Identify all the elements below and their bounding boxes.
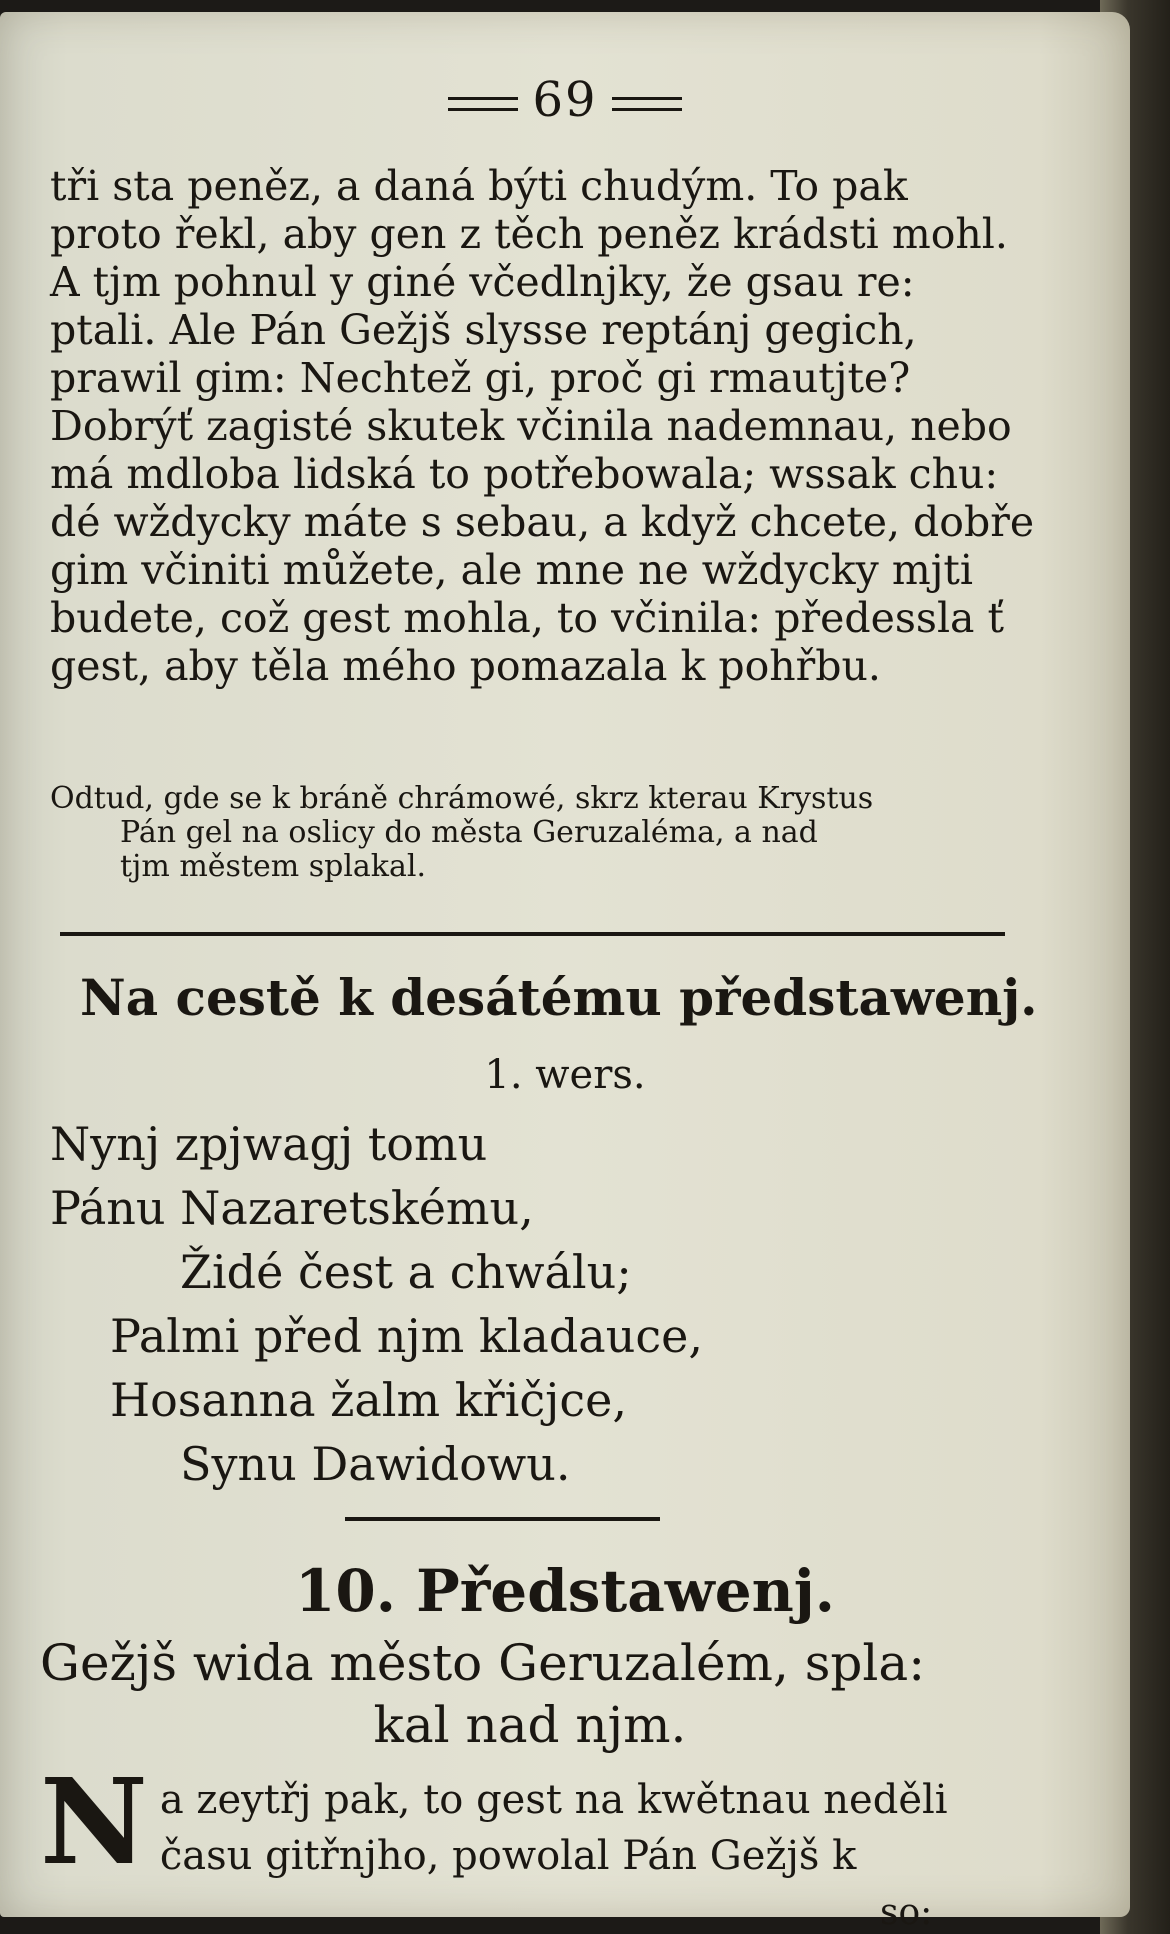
- page-number: 69: [532, 72, 598, 128]
- verse-label: 1. wers.: [484, 1052, 646, 1098]
- text-line: tři sta peněz, a daná býti chudým. To pak: [50, 162, 908, 210]
- song-heading: Na cestě k desátému předstawenj.: [80, 968, 1038, 1027]
- header-ornament-left: [448, 97, 518, 111]
- song-verse: [50, 1112, 703, 1496]
- verse-line: Pánu Nazaretskému,: [50, 1181, 534, 1235]
- catchword: so:: [880, 1892, 933, 1933]
- note-line: Odtud, gde se k bráně chrámowé, skrz kterau Krystus: [50, 781, 874, 816]
- scene-note: [50, 782, 1010, 884]
- prose-paragraph: [50, 162, 1035, 690]
- section-subtitle: [40, 1632, 1020, 1756]
- text-line: prawil gim: Nechtež gi, proč gi rmautjte?: [50, 354, 911, 402]
- book-page: [0, 12, 1130, 1933]
- verse-line: Palmi před njm kladauce,: [110, 1309, 703, 1363]
- text-line: má mdloba lidská to potřebowala; wssak chu:: [50, 450, 999, 498]
- text-line: ptali. Ale Pán Gežjš slysse reptánj gegich,: [50, 306, 917, 354]
- drop-cap: N: [40, 1752, 148, 1891]
- text-line: dé wždycky máte s sebau, a když chcete, dobře: [50, 498, 1035, 546]
- section-title: 10. Předstawenj.: [295, 1557, 835, 1625]
- verse-line: Nynj zpjwagj tomu: [50, 1117, 488, 1171]
- text-line: gest, aby těla mého pomazala k pohřbu.: [50, 642, 881, 690]
- verse-line: Židé čest a chwálu;: [180, 1245, 632, 1299]
- subtitle-line: kal nad njm.: [373, 1696, 687, 1754]
- short-divider: [345, 1517, 660, 1521]
- text-line: proto řekl, aby gen z těch peněz krádsti mohl.: [50, 210, 1008, 258]
- page-header: [0, 72, 1130, 128]
- note-line: Pán gel na oslicy do města Geruzaléma, a nad: [120, 815, 818, 850]
- text-line: Dobrýť zagisté skutek včinila nademnau, nebo: [50, 402, 1012, 450]
- verse-line: Hosanna žalm křičjce,: [110, 1373, 627, 1427]
- note-line: tjm městem splakal.: [120, 849, 427, 884]
- text-line: budete, což gest mohla, to včinila: předessla ť: [50, 594, 1005, 642]
- text-line: gim včiniti můžete, ale mne ne wždycky mjti: [50, 546, 974, 594]
- text-line: A tjm pohnul y giné včedlnjky, že gsau re:: [50, 258, 915, 306]
- divider-rule: [60, 932, 1005, 936]
- body-line: a zeytřj pak, to gest na kwětnau neděli: [159, 1777, 948, 1823]
- verse-line: Synu Dawidowu.: [180, 1437, 571, 1491]
- header-ornament-right: [612, 97, 682, 111]
- subtitle-line: Gežjš wida město Geruzalém, spla:: [40, 1634, 926, 1692]
- body-line: času gitřnjho, powolal Pán Gežjš k: [159, 1833, 857, 1879]
- section-body: [40, 1752, 1020, 1891]
